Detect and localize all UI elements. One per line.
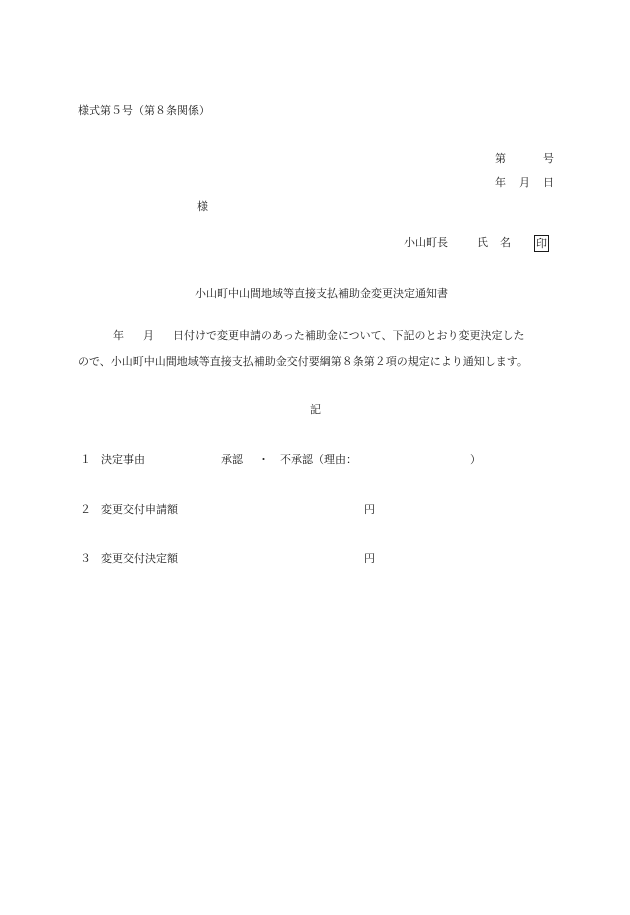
form-number: 様式第５号（第８条関係） xyxy=(78,104,210,117)
item-3-unit: 円 xyxy=(364,552,375,565)
item-3-label: 変更交付決定額 xyxy=(101,552,178,565)
seal-mark xyxy=(534,235,549,252)
date-day: 日 xyxy=(543,176,554,189)
date-year: 年 xyxy=(495,176,506,189)
ki-heading: 記 xyxy=(310,403,321,416)
item-1-close-paren: ） xyxy=(470,453,481,466)
issuer-shi: 氏 xyxy=(477,236,488,249)
doc-number-dai: 第 xyxy=(495,152,506,165)
item-2-label: 変更交付申請額 xyxy=(101,503,178,516)
document-title: 小山町中山間地域等直接支払補助金変更決定通知書 xyxy=(195,287,448,300)
seal-label: 印 xyxy=(536,237,547,250)
doc-number-go: 号 xyxy=(543,152,554,165)
body-month: 月 xyxy=(143,329,154,342)
item-2-number: ２ xyxy=(80,503,91,516)
body-line1-text: 日付けで変更申請のあった補助金について、下記のとおり変更決定した xyxy=(173,329,525,342)
body-line2-text: ので、小山町中山間地域等直接支払補助金交付要綱第８条第２項の規定により通知します。 xyxy=(78,355,528,368)
addressee-suffix: 様 xyxy=(197,200,208,213)
item-1-number: １ xyxy=(80,453,91,466)
date-month: 月 xyxy=(519,176,530,189)
item-1-separator: ・ xyxy=(258,453,269,466)
issuer-title: 小山町長 xyxy=(404,236,448,249)
item-1-label: 決定事由 xyxy=(101,453,145,466)
issuer-mei: 名 xyxy=(500,236,511,249)
item-1-reject: 不承認（理由： xyxy=(280,453,357,466)
item-3-number: ３ xyxy=(80,552,91,565)
item-2-unit: 円 xyxy=(364,503,375,516)
body-year: 年 xyxy=(113,329,124,342)
item-1-approve: 承認 xyxy=(221,453,243,466)
